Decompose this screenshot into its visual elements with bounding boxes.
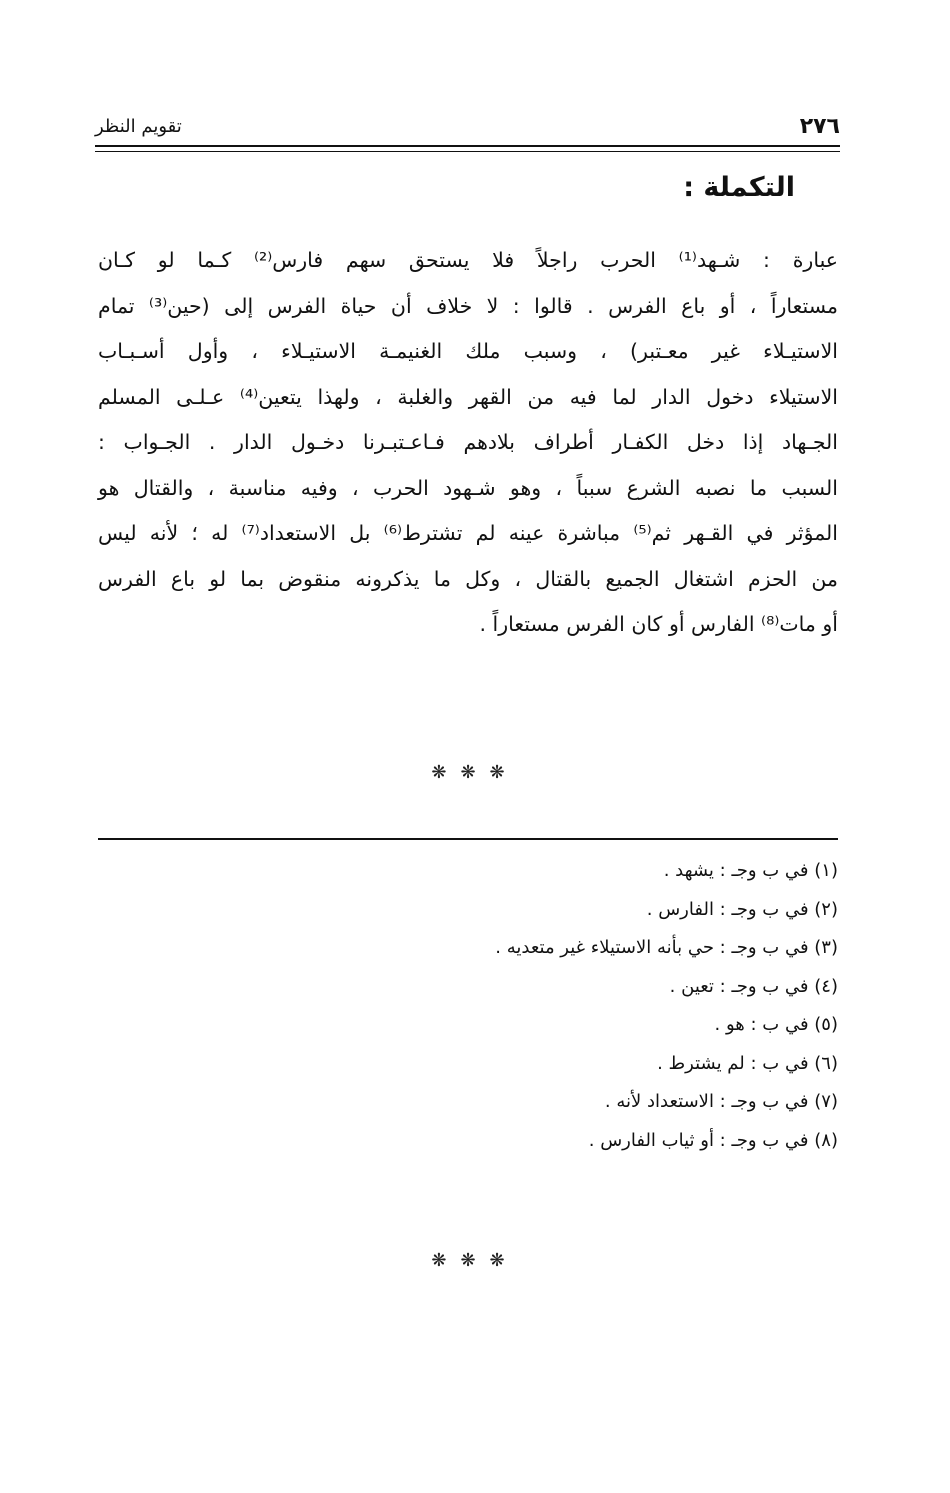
footnote-divider [98, 838, 838, 840]
footnote-item: (١) في ب وجـ : يشهد . [663, 860, 838, 881]
section-separator-ornament: ❋❋❋ [431, 762, 519, 783]
body-line: الجـهاد إذا دخل الكفـار أطراف بلادهم فـاعـتبـرنا دخـول الدار . الجـواب : [98, 430, 838, 454]
footnote-item: (٨) في ب وجـ : أو ثياب الفارس . [588, 1129, 838, 1151]
body-line: من الحزم اشتغال الجميع بالقتال ، وكل ما يذكرونه منقوض بما لو باع الفرس [98, 566, 838, 591]
page-number: ٢٧٦ [799, 114, 840, 139]
footnote-item: (٢) في ب وجـ : الفارس . [646, 898, 838, 920]
footnotes-list [495, 852, 838, 1160]
header-rule-thin [95, 151, 840, 152]
page-header [95, 108, 840, 144]
body-line: مستعاراً ، أو باع الفرس . قالوا : لا خلاف أن حياة الفرس إلى (حين⁽³⁾ تمام [98, 293, 839, 318]
running-title: تقويم النظر [95, 116, 182, 137]
header-rule-thick [95, 145, 840, 147]
footnote-item: (٤) في ب وجـ : تعين . [669, 975, 838, 997]
body-line: عبارة : شـهد⁽¹⁾ الحرب راجلاً فلا يستحق سهم فارس⁽²⁾ كـما لو كـان [98, 248, 838, 272]
footnote-item: (٣) في ب وجـ : حي بأنه الاستيلاء غير متعديه . [495, 937, 838, 958]
body-paragraph [98, 238, 838, 648]
body-line: أو مات⁽⁸⁾ الفارس أو كان الفرس مستعاراً . [479, 612, 838, 636]
body-line: السبب ما نصبه الشرع سبباً ، وهو شـهود الحرب ، وفيه مناسبة ، والقتال هو [98, 475, 838, 500]
footnote-item: (٦) في ب : لم يشترط . [657, 1052, 838, 1074]
footnote-item: (٥) في ب : هو . [714, 1014, 838, 1035]
body-line: الاستيلاء دخول الدار لما فيه من القهر والغلبة ، ولهذا يتعين⁽⁴⁾ عـلـى المسلم [98, 384, 838, 409]
end-separator-ornament: ❋❋❋ [431, 1250, 519, 1271]
body-line: الاستيـلاء غير معـتبر) ، وسبب ملك الغنيمـة الاستيـلاء ، وأول أسـبـاب [98, 339, 838, 363]
body-line: المؤثر في القـهر ثم⁽⁵⁾ مباشرة عينه لم تشترط⁽⁶⁾ بل الاستعداد⁽⁷⁾ له ؛ لأنه ليس [98, 521, 838, 545]
section-heading: التكملة : [683, 172, 795, 203]
footnote-item: (٧) في ب وجـ : الاستعداد لأنه . [604, 1091, 838, 1112]
